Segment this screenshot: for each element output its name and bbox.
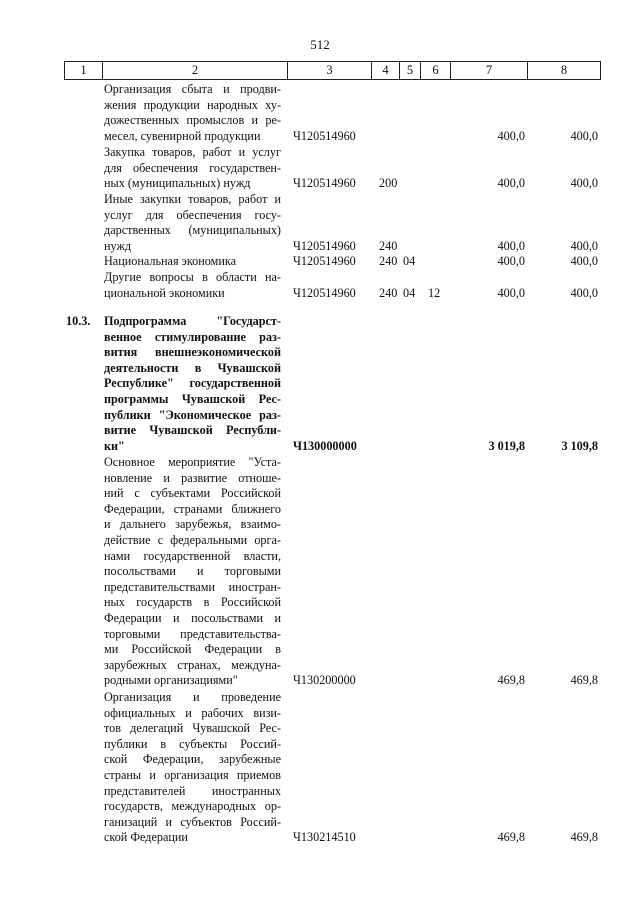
- cell-code: Ч120514960: [293, 238, 356, 253]
- cell-code: Ч130214510: [293, 830, 356, 845]
- description-line: Другие вопросы в области на-: [104, 270, 281, 284]
- description-line: Федерации, странами ближнего: [104, 501, 281, 516]
- cell-vr: 240: [379, 254, 398, 268]
- description-line: государств, международных ор-: [104, 799, 281, 814]
- row-description: [104, 270, 281, 301]
- cell-value-year2: 400,0: [570, 238, 598, 253]
- cell-value-year2: 400,0: [570, 176, 598, 191]
- description-line: программы Чувашской Рес-: [104, 391, 281, 406]
- row-description: [104, 192, 281, 254]
- cell-rz: 04: [403, 285, 416, 300]
- cell-code: Ч120514960: [293, 285, 356, 300]
- description-line: венное стимулирование раз-: [104, 329, 281, 344]
- cell-value-year1: 400,0: [497, 128, 525, 143]
- description-line: действие с федеральными орга-: [104, 532, 281, 547]
- description-line: страны и организация приемов: [104, 767, 281, 782]
- header-col-7: 7: [450, 62, 527, 79]
- description-line: публики в субъекты Россий-: [104, 736, 281, 751]
- header-col-2: 2: [102, 62, 287, 79]
- cell-value-year1: 469,8: [497, 830, 525, 845]
- description-line: деятельности в Чувашской: [104, 360, 281, 375]
- description-line: публики "Экономическое раз-: [104, 407, 281, 422]
- description-line: Иные закупки товаров, работ и: [104, 192, 281, 206]
- description-line: ганизаций и субъектов Россий-: [104, 814, 281, 829]
- description-line: ки": [104, 438, 125, 453]
- cell-code: Ч130000000: [293, 438, 357, 453]
- description-line: Республике" государственной: [104, 376, 281, 391]
- cell-code: Ч120514960: [293, 176, 356, 191]
- description-line: Федерации и посольствами и: [104, 610, 281, 625]
- description-line: витие Чувашской Республи-: [104, 423, 281, 438]
- cell-value-year1: 469,8: [497, 673, 525, 688]
- description-line: зарубежных странах, междуна-: [104, 657, 281, 672]
- row-number: 10.3.: [66, 314, 91, 328]
- description-line: ской Федерации, зарубежные: [104, 752, 281, 767]
- cell-value-year2: 400,0: [570, 285, 598, 300]
- description-line: Национальная экономика: [104, 254, 237, 268]
- description-line: официальных и рабочих визи-: [104, 705, 281, 720]
- description-line: дарственных (муниципальных): [104, 223, 281, 238]
- description-line: нужд: [104, 238, 132, 253]
- description-line: ской Федерации: [104, 830, 188, 845]
- description-line: дожественных промыслов и ре-: [104, 113, 281, 128]
- description-line: жения продукции народных ху-: [104, 97, 281, 112]
- header-col-1: 1: [80, 63, 87, 77]
- description-line: представительствами иностран-: [104, 579, 281, 594]
- description-line: ми Российской Федерации в: [104, 642, 281, 657]
- description-line: вития внешнеэкономической: [104, 345, 281, 360]
- header-col-8: 8: [527, 62, 600, 79]
- description-line: для обеспечения государствен-: [104, 160, 281, 175]
- cell-code: Ч120514960: [293, 254, 356, 268]
- description-line: Закупка товаров, работ и услуг: [104, 145, 281, 159]
- description-line: новление и развитие отноше-: [104, 470, 281, 485]
- description-line: Подпрограмма "Государст-: [104, 314, 281, 328]
- cell-code: Ч120514960: [293, 128, 356, 143]
- header-col-6: 6: [420, 62, 450, 79]
- table-header: [64, 61, 601, 80]
- description-line: ных государств в Российской: [104, 595, 281, 610]
- description-line: тов делегаций Чувашской Рес-: [104, 721, 281, 736]
- cell-rz: 04: [403, 254, 416, 268]
- cell-vr: 200: [379, 176, 398, 191]
- description-line: Организация сбыта и продви-: [104, 82, 281, 96]
- description-line: циональной экономики: [104, 285, 225, 300]
- cell-value-year2: 400,0: [570, 254, 598, 268]
- cell-value-year2: 3 109,8: [561, 438, 598, 453]
- cell-code: Ч130200000: [293, 673, 356, 688]
- cell-vr: 240: [379, 238, 398, 253]
- cell-pr: 12: [428, 285, 441, 300]
- row-description: [104, 145, 281, 192]
- cell-value-year2: 469,8: [570, 830, 598, 845]
- cell-value-year2: 400,0: [570, 128, 598, 143]
- description-line: Основное мероприятие "Уста-: [104, 455, 281, 469]
- description-line: посольствами и торговыми: [104, 564, 281, 579]
- description-line: торговыми представительства-: [104, 626, 281, 641]
- cell-value-year1: 400,0: [497, 238, 525, 253]
- row-description: [104, 254, 281, 270]
- description-line: родными организациями": [104, 673, 238, 688]
- row-description: [104, 690, 281, 846]
- description-line: нами государственной власти,: [104, 548, 281, 563]
- description-line: месел, сувенирной продукции: [104, 128, 261, 143]
- description-line: Организация и проведение: [104, 690, 281, 704]
- row-description: [104, 82, 281, 144]
- cell-value-year1: 400,0: [497, 285, 525, 300]
- row-description: [104, 314, 281, 454]
- header-col-3: 3: [287, 62, 371, 79]
- description-line: представителей иностранных: [104, 783, 281, 798]
- row-description: [104, 455, 281, 689]
- description-line: и дальнего зарубежья, взаимо-: [104, 517, 281, 532]
- cell-value-year2: 469,8: [570, 673, 598, 688]
- cell-value-year1: 400,0: [497, 176, 525, 191]
- description-line: ных (муниципальных) нужд: [104, 176, 251, 191]
- cell-value-year1: 3 019,8: [488, 438, 525, 453]
- description-line: ний с субъектами Российской: [104, 486, 281, 501]
- description-line: услуг для обеспечения госу-: [104, 207, 281, 222]
- header-col-5: 5: [399, 62, 420, 79]
- header-col-4: 4: [371, 62, 399, 79]
- cell-value-year1: 400,0: [497, 254, 525, 268]
- page-number: 512: [310, 37, 330, 52]
- cell-vr: 240: [379, 285, 398, 300]
